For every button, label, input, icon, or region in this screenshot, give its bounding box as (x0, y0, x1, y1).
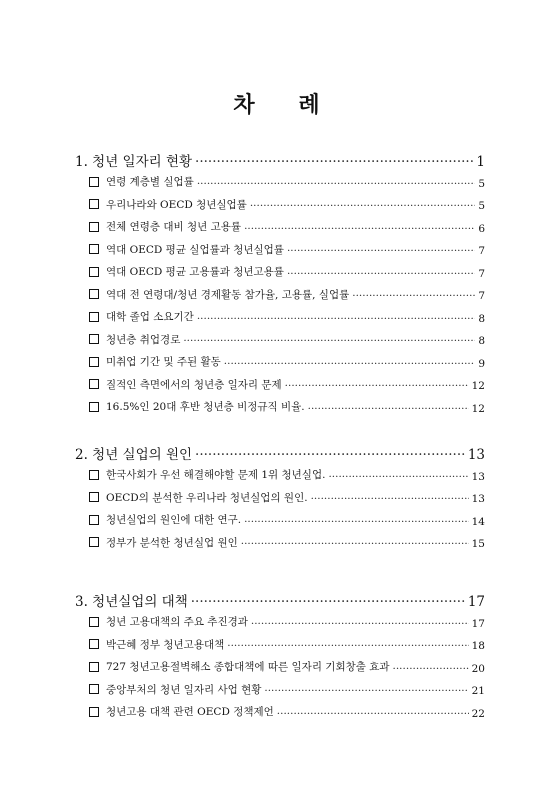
dot-leader (197, 178, 475, 190)
checkbox-bullet-icon (89, 639, 99, 649)
dot-leader (352, 290, 475, 302)
toc-item-label: 역대 OECD 평균 실업률과 청년실업률 (106, 243, 284, 256)
toc-section-heading[interactable] (75, 443, 485, 467)
toc-item-label: 727 청년고용절벽해소 종합대책에 따른 일자리 기회창출 효과 (106, 661, 390, 673)
toc-item[interactable] (75, 535, 485, 558)
dot-leader (227, 640, 468, 652)
toc-item[interactable] (75, 354, 485, 377)
checkbox-bullet-icon (89, 515, 99, 525)
toc-item-label: 청년층 취업경로 (106, 333, 181, 346)
page-number: 7 (478, 290, 485, 302)
page-number: 15 (471, 538, 485, 550)
toc-section-3 (75, 590, 485, 727)
toc-item[interactable] (75, 174, 485, 197)
section-heading-label: 2. 청년 실업의 원인 (75, 447, 193, 463)
page-number: 20 (471, 662, 485, 675)
toc-item-label: 역대 전 연령대/청년 경제활동 참가율, 고용률, 실업률 (106, 288, 350, 301)
toc-item-label: 전체 연령층 대비 청년 고용률 (106, 221, 242, 233)
dot-leader (264, 685, 468, 697)
section-heading-label: 1. 청년 일자리 현황 (75, 154, 193, 170)
dot-leader (195, 154, 473, 170)
dot-leader (197, 313, 475, 325)
checkbox-bullet-icon (89, 707, 99, 717)
dot-leader (287, 245, 475, 257)
page-number: 6 (478, 222, 485, 235)
page-number: 1 (476, 154, 485, 170)
checkbox-bullet-icon (89, 334, 99, 344)
dot-leader (311, 493, 469, 505)
section-heading-label: 3. 청년실업의 대책 (75, 594, 188, 610)
checkbox-bullet-icon (89, 617, 99, 627)
checkbox-bullet-icon (89, 684, 99, 694)
toc-item[interactable] (75, 512, 485, 535)
dot-leader (195, 447, 465, 463)
toc-item[interactable] (75, 614, 485, 637)
toc-item[interactable] (75, 399, 485, 422)
dot-leader (244, 223, 475, 235)
toc-item[interactable] (75, 467, 485, 490)
toc-item[interactable] (75, 219, 485, 242)
toc-item[interactable] (75, 377, 485, 400)
dot-leader (241, 538, 469, 550)
toc-item-label: 박근혜 정부 청년고용대책 (106, 638, 225, 651)
toc-item-label: 청년실업의 원인에 대한 연구. (106, 514, 242, 526)
toc-item[interactable] (75, 287, 485, 310)
dot-leader (287, 268, 475, 280)
toc-item-label: 16.5%인 20대 후반 청년층 비정규직 비율. (106, 401, 305, 413)
toc-item-label: OECD의 분석한 우리나라 청년실업의 원인. (106, 491, 308, 504)
page-number: 5 (478, 200, 485, 212)
dot-leader (191, 594, 465, 610)
toc-item-label: 역대 OECD 평균 고용률과 청년고용률 (106, 266, 284, 278)
toc-item-label: 정부가 분석한 청년실업 원인 (106, 536, 238, 549)
toc-item-label: 대학 졸업 소요기간 (106, 311, 194, 323)
dot-leader (183, 335, 475, 347)
dot-leader (277, 708, 469, 720)
checkbox-bullet-icon (89, 222, 99, 232)
checkbox-bullet-icon (89, 289, 99, 299)
page-number: 8 (478, 312, 485, 325)
toc-item-label: 미취업 기간 및 주된 활동 (106, 356, 221, 368)
dot-leader (393, 663, 469, 675)
toc-item[interactable] (75, 682, 485, 705)
toc-section-1 (75, 150, 485, 422)
toc-item[interactable] (75, 264, 485, 287)
toc-item[interactable] (75, 242, 485, 265)
toc-item-label: 한국사회가 우선 해결해야할 문제 1위 청년실업. (106, 469, 326, 481)
toc-item-label: 청년고용 대책 관련 OECD 정책제언 (106, 706, 274, 718)
toc-item-label: 청년 고용대책의 주요 추진경과 (106, 616, 248, 628)
page-number: 12 (471, 380, 485, 392)
page-number: 21 (471, 685, 485, 697)
checkbox-bullet-icon (89, 537, 99, 547)
toc-item[interactable] (75, 659, 485, 682)
page-number: 14 (471, 515, 485, 528)
page-number: 13 (471, 470, 485, 483)
dot-leader (308, 403, 469, 415)
page-number: 7 (478, 245, 485, 257)
page-number: 7 (478, 267, 485, 280)
page-number: 18 (471, 640, 485, 652)
dot-leader (224, 358, 476, 370)
toc-item-label: 질적인 측면에서의 청년층 일자리 문제 (106, 378, 282, 391)
dot-leader (285, 380, 469, 392)
toc-item[interactable] (75, 309, 485, 332)
toc-item[interactable] (75, 197, 485, 220)
checkbox-bullet-icon (89, 244, 99, 254)
page-number: 17 (467, 594, 485, 610)
checkbox-bullet-icon (89, 357, 99, 367)
checkbox-bullet-icon (89, 492, 99, 502)
page-number: 9 (478, 357, 485, 370)
page-number: 12 (471, 402, 485, 415)
checkbox-bullet-icon (89, 199, 99, 209)
toc-section-heading[interactable] (75, 150, 485, 174)
toc-item[interactable] (75, 332, 485, 355)
toc-item-label: 연령 계층별 실업률 (106, 176, 194, 188)
checkbox-bullet-icon (89, 402, 99, 412)
page-number: 17 (471, 617, 485, 630)
checkbox-bullet-icon (89, 267, 99, 277)
checkbox-bullet-icon (89, 662, 99, 672)
page-number: 5 (478, 177, 485, 190)
toc-section-heading[interactable] (75, 590, 485, 614)
toc-item[interactable] (75, 637, 485, 660)
page-number: 8 (478, 335, 485, 347)
page-title: 차 례 (233, 92, 338, 118)
toc-section-2 (75, 443, 485, 557)
checkbox-bullet-icon (89, 379, 99, 389)
toc-item-label: 우리나라와 OECD 청년실업률 (106, 198, 247, 211)
page-number: 13 (471, 493, 485, 505)
checkbox-bullet-icon (89, 470, 99, 480)
dot-leader (244, 516, 469, 528)
checkbox-bullet-icon (89, 312, 99, 322)
page-number: 22 (471, 707, 485, 720)
toc-item-label: 중앙부처의 청년 일자리 사업 현황 (106, 683, 262, 696)
toc-item[interactable] (75, 704, 485, 727)
dot-leader (251, 618, 469, 630)
dot-leader (328, 471, 468, 483)
page-number: 13 (467, 447, 485, 463)
checkbox-bullet-icon (89, 177, 99, 187)
toc-item[interactable] (75, 490, 485, 513)
dot-leader (250, 200, 475, 212)
